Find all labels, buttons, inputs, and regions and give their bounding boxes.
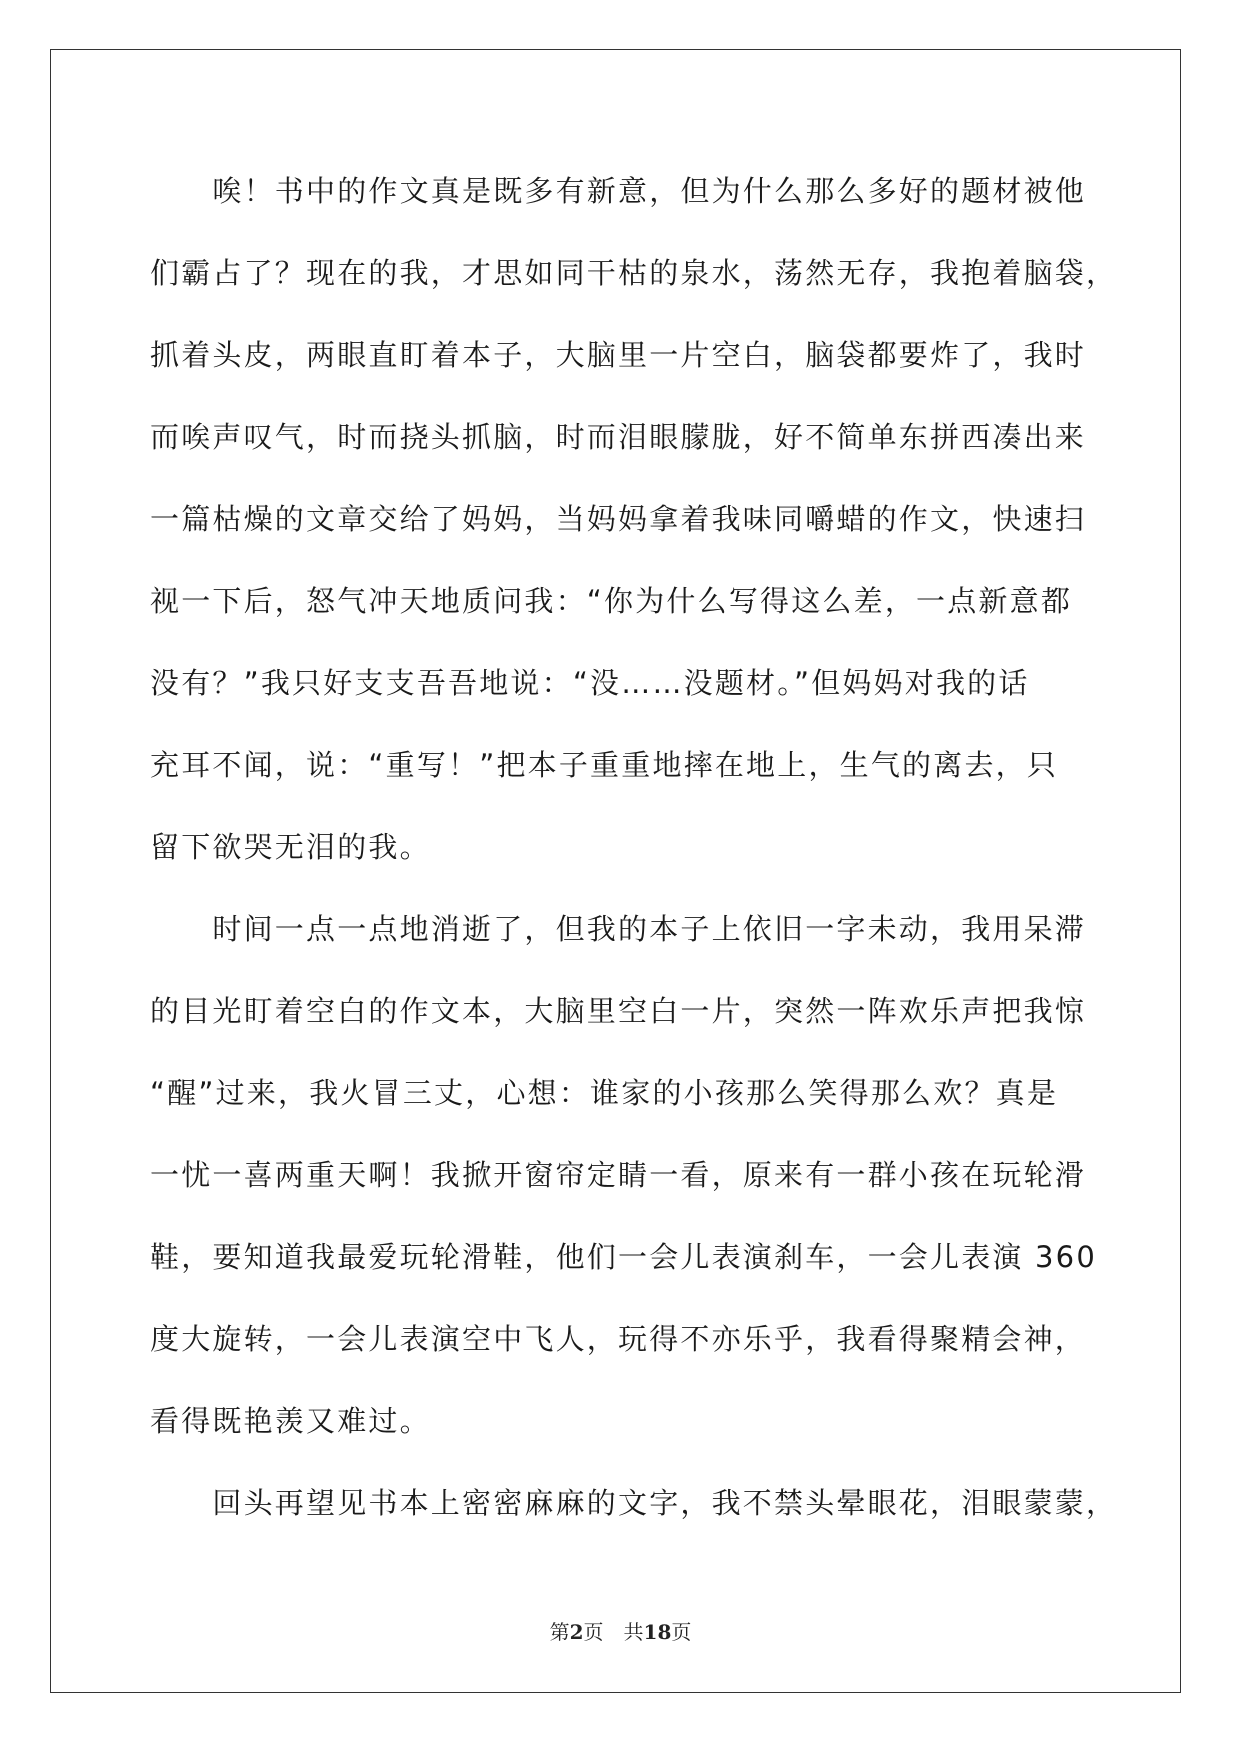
- text-line: 度大旋转，一会儿表演空中飞人，玩得不亦乐乎，我看得聚精会神，: [150, 1322, 1087, 1356]
- text-line: 一篇枯燥的文章交给了妈妈，当妈妈拿着我味同嚼蜡的作文，快速扫: [150, 502, 1087, 536]
- text-line: 鞋，要知道我最爱玩轮滑鞋，他们一会儿表演刹车，一会儿表演 360: [150, 1240, 1097, 1274]
- text-line: 没有？”我只好支支吾吾地说：“没……没题材。”但妈妈对我的话: [150, 666, 1030, 700]
- page-footer: [0, 1616, 1241, 1645]
- text-line: 回头再望见书本上密密麻麻的文字，我不禁头晕眼花，泪眼蒙蒙，: [150, 1486, 1118, 1520]
- footer-mid: 页 共: [583, 1620, 644, 1644]
- text-line: 一忧一喜两重天啊！我掀开窗帘定睛一看，原来有一群小孩在玩轮滑: [150, 1158, 1087, 1192]
- text-line: 而唉声叹气，时而挠头抓脑，时而泪眼朦胧，好不简单东拼西凑出来: [150, 420, 1087, 454]
- footer-prefix: 第: [549, 1620, 570, 1644]
- text-line: “醒”过来，我火冒三丈，心想：谁家的小孩那么笑得那么欢？真是: [150, 1076, 1059, 1110]
- text-line: 唉！书中的作文真是既多有新意，但为什么那么多好的题材被他: [150, 174, 1087, 208]
- text-line: 时间一点一点地消逝了，但我的本子上依旧一字未动，我用呆滞: [150, 912, 1087, 946]
- text-line: 的目光盯着空白的作文本，大脑里空白一片，突然一阵欢乐声把我惊: [150, 994, 1087, 1028]
- text-line: 视一下后，怒气冲天地质问我：“你为什么写得这么差，一点新意都: [150, 584, 1073, 618]
- text-line: 看得既艳羡又难过。: [150, 1404, 431, 1438]
- page-number: 2: [569, 1620, 584, 1644]
- text-line: 留下欲哭无泪的我。: [150, 830, 431, 864]
- document-body: [150, 160, 1118, 1554]
- text-line: 抓着头皮，两眼直盯着本子，大脑里一片空白，脑袋都要炸了，我时: [150, 338, 1087, 372]
- footer-suffix: 页: [671, 1620, 692, 1644]
- text-line: 们霸占了？现在的我，才思如同干枯的泉水，荡然无存，我抱着脑袋，: [150, 256, 1118, 290]
- total-pages: 18: [643, 1620, 672, 1644]
- text-line: 充耳不闻，说：“重写！”把本子重重地摔在地上，生气的离去，只: [150, 748, 1059, 782]
